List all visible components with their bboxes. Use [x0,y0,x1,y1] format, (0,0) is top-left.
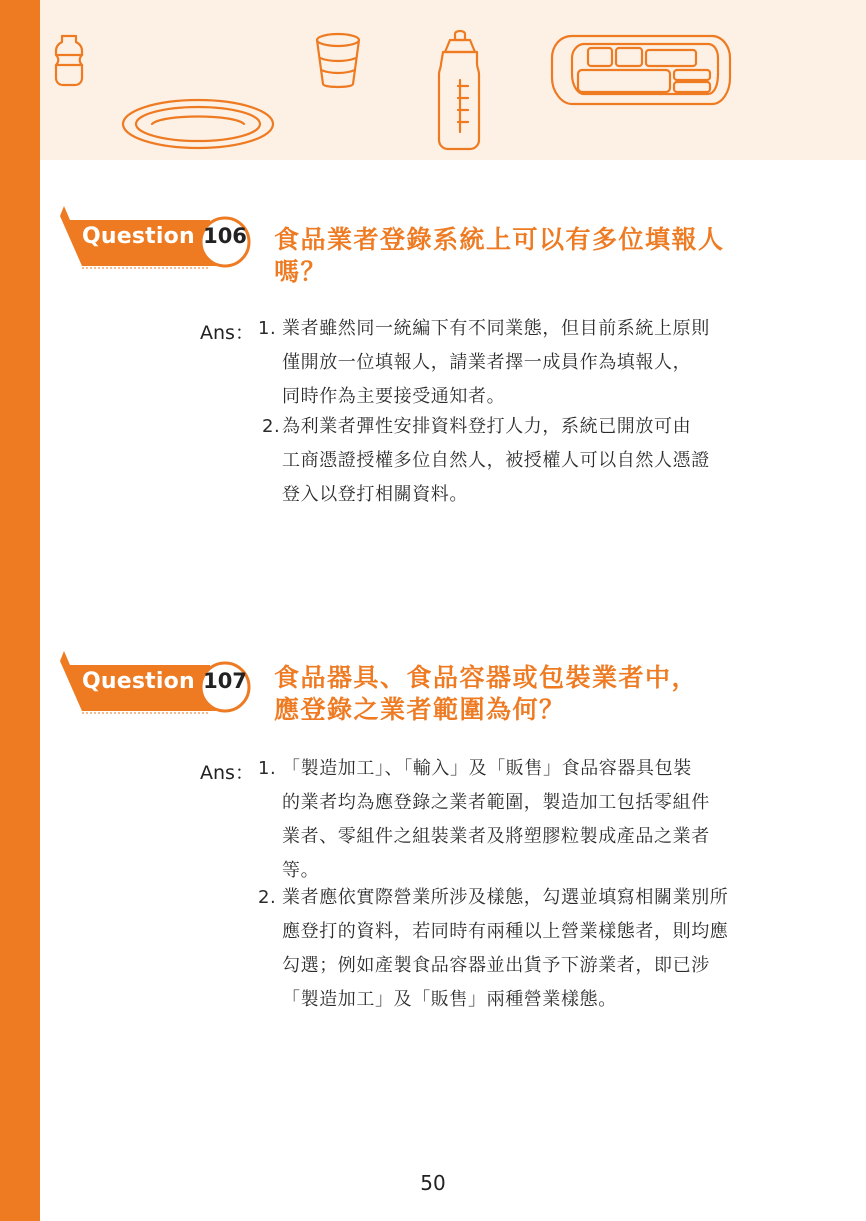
bento-tray-icon [552,36,730,104]
cup-icon [317,34,359,87]
answer-item: 1. 「製造加工」、「輸入」及「販售」食品容器具包裝 的業者均為應登錄之業者範圍，製造加工包括零組件 業者、零組件之組裝業者及將塑膠粒製成產品之業者 等。 [258,752,710,888]
answer-item-number: 1. [258,758,277,779]
question-number: 107 [203,669,247,693]
question-title: 食品業者登錄系統上可以有多位填報人 嗎？ [274,225,725,286]
answer-label: Ans： [200,322,254,344]
answer-item: 2. 業者應依實際營業所涉及樣態，勾選並填寫相關業別所 應登打的資料，若同時有兩種以上營業樣態者，則均應 勾選；例如產製食品容器並出貨予下游業者，即已涉 「製造加工」及「販售」兩種營業樣態。 [258,881,728,1017]
question-label: Question [82,669,195,694]
answer-item-number: 1. [258,318,277,339]
answer-item: 1. 業者雖然同一統編下有不同業態，但目前系統上原則 僅開放一位填報人，請業者擇一成員作為填報人， 同時作為主要接受通知者。 [258,312,710,414]
header-illustration-band [40,0,866,160]
baby-bottle-icon [439,31,479,149]
yogurt-bottle-icon [56,36,82,85]
page-sidebar-stripe [0,0,40,1221]
answer-item-number: 2. [258,887,277,908]
question-badge [60,206,260,276]
plate-icon [123,100,273,148]
question-label: Question [82,224,195,249]
answer-item-number: 2. [262,416,281,437]
answer-item: 2. 為利業者彈性安排資料登打人力，系統已開放可由 工商憑證授權多位自然人，被授權人可以自然人憑證 登入以登打相關資料。 [262,410,710,512]
question-title: 食品器具、食品容器或包裝業者中， 應登錄之業者範圍為何？ [274,663,699,724]
question-number: 106 [203,224,247,248]
page-number: 50 [420,1171,446,1195]
answer-label: Ans： [200,762,254,784]
question-badge [60,651,260,721]
